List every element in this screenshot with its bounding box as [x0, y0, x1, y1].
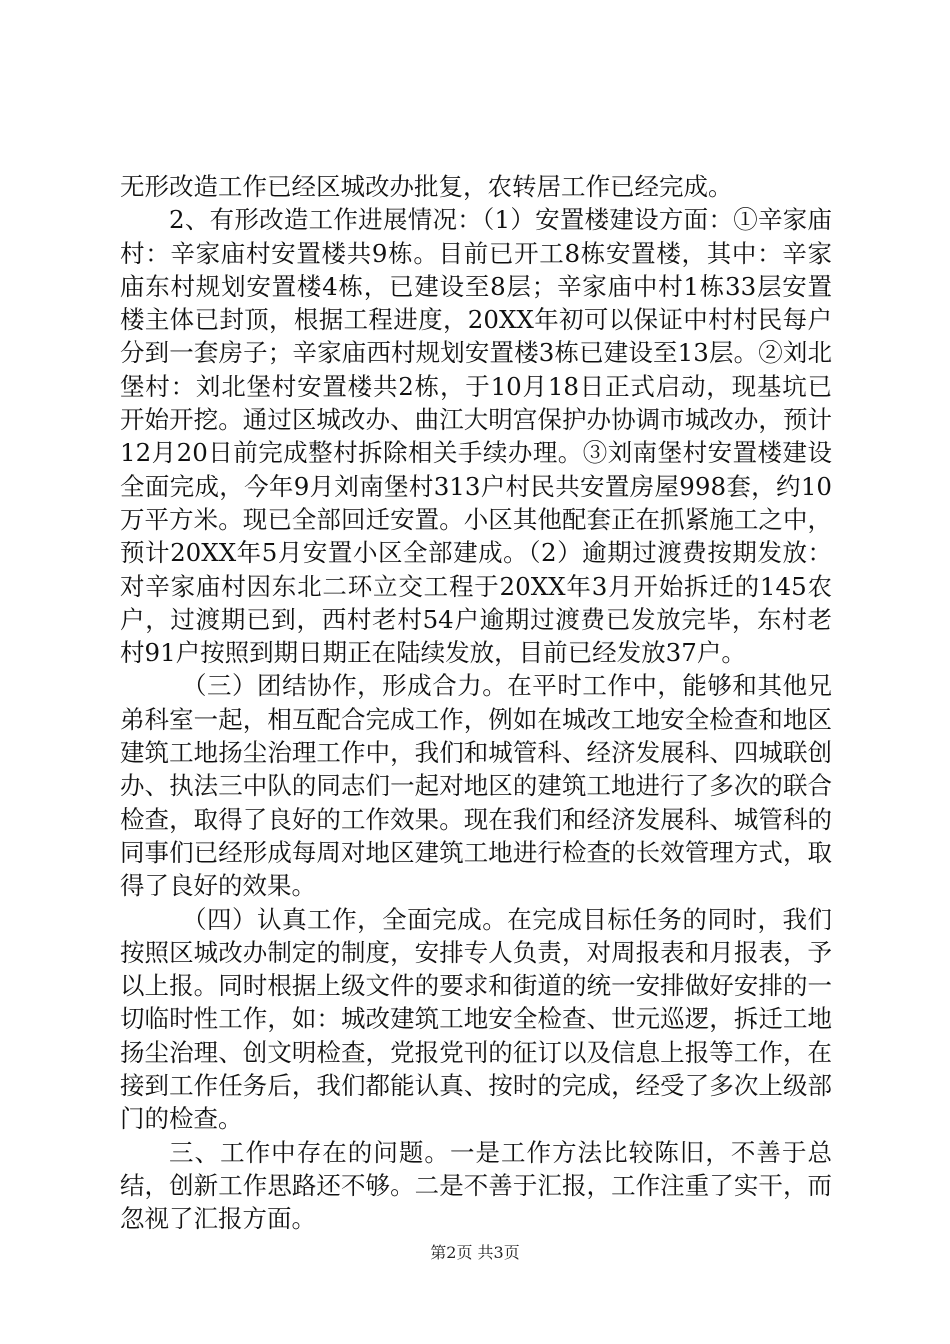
paragraph-physical-renovation-progress: 2、有形改造工作进展情况：（1）安置楼建设方面：①辛家庙村：辛家庙村安置楼共9栋。目前已开工8栋安置楼，其中：辛家庙东村规划安置楼4栋，已建设至8层；辛家庙中村1栋33层安置楼主体已封顶，根据工程进度，20XX年初可以保证中村村民每户分到一套房子；辛家庙西村规划安置楼3栋已建设至13层。②刘北堡村：刘北堡村安置楼共2栋，于10月18日正式启动，现基坑已开始开挖。通过区城改办、曲江大明宫保护办协调市城改办，预计12月20日前完成整村拆除相关手续办理。③刘南堡村安置楼建设全面完成，今年9月刘南堡村313户村民共安置房屋998套，约10万平方米。现已全部回迁安置。小区其他配套正在抓紧施工之中，预计20XX年5月安置小区全部建成。（2）逾期过渡费按期发放：对辛家庙村因东北二环立交工程于20XX年3月开始拆迁的145农户，过渡期已到，西村老村54户逾期过渡费已发放完毕，东村老村91户按照到期日期正在陆续发放，目前已经发放37户。: [120, 205, 832, 668]
paragraph-continuation: 无形改造工作已经区城改办批复，农转居工作已经完成。: [120, 172, 733, 201]
document-body: [120, 170, 832, 1236]
paragraph-existing-problems: 三、工作中存在的问题。一是工作方法比较陈旧，不善于总结，创新工作思路还不够。二是不善于汇报，工作注重了实干，而忽视了汇报方面。: [120, 1137, 832, 1234]
paragraph-teamwork: （三）团结协作，形成合力。在平时工作中，能够和其他兄弟科室一起，相互配合完成工作，例如在城改工地安全检查和地区建筑工地扬尘治理工作中，我们和城管科、经济发展科、四城联创办、执法三中队的同志们一起对地区的建筑工地进行了多次的联合检查，取得了良好的工作效果。现在我们和经济发展科、城管科的同事们已经形成每周对地区建筑工地进行检查的长效管理方式，取得了良好的效果。: [120, 671, 832, 901]
paragraph-diligent-work: （四）认真工作，全面完成。在完成目标任务的同时，我们按照区城改办制定的制度，安排专人负责，对周报表和月报表，予以上报。同时根据上级文件的要求和街道的统一安排做好安排的一切临时性工作，如：城改建筑工地安全检查、世元巡逻，拆迁工地扬尘治理、创文明检查，党报党刊的征订以及信息上报等工作，在接到工作任务后，我们都能认真、按时的完成，经受了多次上级部门的检查。: [120, 904, 832, 1134]
page-number-footer: 第2页 共3页: [430, 1243, 520, 1262]
